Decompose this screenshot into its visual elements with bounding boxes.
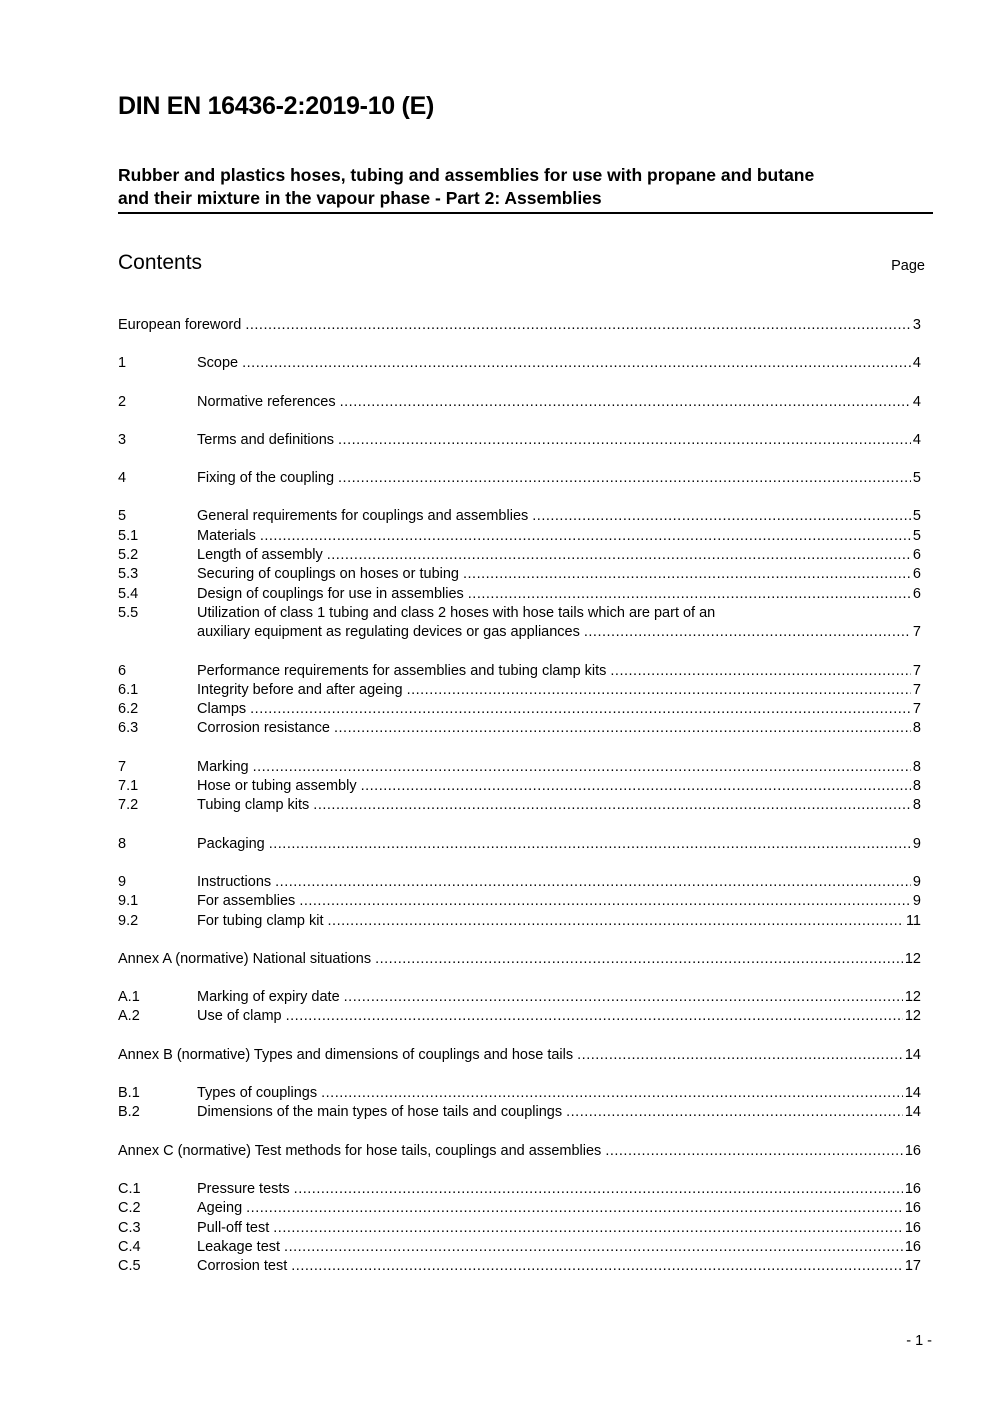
toc-entry-number: 9 (118, 873, 127, 890)
toc-entry-number: 5.2 (118, 547, 139, 564)
toc-entry-number: B.1 (118, 1085, 140, 1102)
toc-entry[interactable] (118, 585, 921, 604)
toc-entry-title: Dimensions of the main types of hose tails and couplings (197, 1104, 563, 1121)
toc-entry[interactable] (118, 988, 921, 1007)
toc-entry[interactable] (118, 796, 921, 815)
toc-entry[interactable] (118, 719, 921, 738)
toc-leader (273, 1219, 903, 1238)
toc-entry-title: Scope (197, 355, 239, 372)
toc-entry[interactable] (118, 1180, 921, 1199)
toc-leader (338, 469, 911, 488)
toc-entry-page: 4 (912, 355, 921, 372)
toc-entry-page: 16 (904, 1200, 921, 1217)
toc-entry-page: 7 (912, 681, 921, 698)
subtitle-line-1: Rubber and plastics hoses, tubing and assemblies for use with propane and butane (118, 165, 815, 185)
toc-entry-page: 3 (912, 317, 921, 333)
page-number: - 1 - (906, 1333, 932, 1349)
toc-entry-title: Design of couplings for use in assemblies (197, 585, 464, 602)
toc-entry-page: 16 (904, 1219, 921, 1236)
toc-entry-number: 9.1 (118, 893, 139, 910)
toc-entry-title: Tubing clamp kits (197, 797, 310, 814)
toc-entry-page: 6 (912, 566, 921, 583)
toc-entry[interactable] (118, 1199, 921, 1218)
toc-leader (275, 873, 911, 892)
toc-entry-title: Marking of expiry date (197, 989, 340, 1006)
toc-entry-number: 5 (118, 508, 127, 525)
toc-entry-title: Types of couplings (197, 1085, 318, 1102)
toc-entry-number: 5.3 (118, 566, 139, 583)
toc-leader (245, 316, 911, 335)
toc-entry-number: B.2 (118, 1104, 140, 1121)
toc-entry[interactable] (118, 1046, 921, 1065)
toc-leader (375, 950, 903, 969)
toc-entry-title: Length of assembly (197, 547, 323, 564)
toc-entry-page: 9 (912, 893, 921, 910)
toc-entry-title: Normative references (197, 393, 336, 410)
toc-entry[interactable] (118, 604, 921, 623)
toc-entry-number: C.3 (118, 1219, 141, 1236)
toc-leader (407, 681, 911, 700)
toc-entry[interactable] (118, 892, 921, 911)
toc-entry-page: 5 (912, 470, 921, 487)
toc-entry-title: Performance requirements for assemblies and tubing clamp kits (197, 662, 607, 679)
toc-leader (250, 700, 911, 719)
toc-leader (286, 1007, 903, 1026)
toc-entry[interactable] (118, 1142, 921, 1161)
toc-entry-page: 12 (904, 989, 921, 1006)
toc-entry-title: Clamps (197, 701, 247, 718)
toc-entry-number: 5.5 (118, 604, 139, 621)
toc-entry-number: 7.1 (118, 778, 139, 795)
toc-leader (532, 507, 911, 526)
toc-leader (340, 393, 911, 412)
toc-entry-title: Integrity before and after ageing (197, 681, 403, 698)
toc-entry-number: A.1 (118, 989, 140, 1006)
toc-leader (566, 1103, 903, 1122)
toc-entry[interactable] (118, 431, 921, 450)
toc-entry-number: 5.4 (118, 585, 139, 602)
toc-entry-number: 7.2 (118, 797, 139, 814)
toc-leader (294, 1180, 903, 1199)
toc-entry-page: 7 (912, 701, 921, 718)
toc-entry-page: 7 (912, 662, 921, 679)
toc-entry-number: 4 (118, 470, 127, 487)
toc-entry-number: C.1 (118, 1180, 141, 1197)
toc-entry-number: 3 (118, 431, 127, 448)
toc-leader (284, 1238, 903, 1257)
toc-leader (242, 354, 911, 373)
toc-entry-continuation[interactable] (118, 623, 921, 642)
toc-entry-page: 9 (912, 873, 921, 890)
toc-entry-page: 4 (912, 393, 921, 410)
toc-entry[interactable] (118, 662, 921, 681)
toc-leader (610, 662, 911, 681)
toc-entry-number: C.4 (118, 1238, 141, 1255)
toc-leader (260, 527, 911, 546)
table-of-contents (118, 316, 921, 1276)
document-subtitle (118, 164, 933, 214)
toc-entry-number: 1 (118, 355, 127, 372)
toc-entry-page: 16 (904, 1180, 921, 1197)
toc-entry-title: Securing of couplings on hoses or tubing (197, 566, 459, 583)
toc-entry[interactable] (118, 507, 921, 526)
toc-entry-page: 16 (904, 1142, 921, 1159)
toc-entry-page: 8 (912, 720, 921, 737)
toc-entry-number: 2 (118, 393, 127, 410)
toc-entry-title: Instructions (197, 873, 272, 890)
toc-entry-page: 8 (912, 797, 921, 814)
toc-leader (313, 796, 911, 815)
toc-entry[interactable] (118, 873, 921, 892)
toc-entry-title: Pressure tests (197, 1180, 290, 1197)
toc-entry-page: 16 (904, 1238, 921, 1255)
toc-entry[interactable] (118, 1257, 921, 1276)
toc-entry-title: For assemblies (197, 893, 296, 910)
toc-entry-title: Fixing of the coupling (197, 470, 335, 487)
toc-entry[interactable] (118, 912, 921, 931)
toc-entry-page: 17 (904, 1258, 921, 1275)
toc-entry[interactable] (118, 1103, 921, 1122)
toc-leader (246, 1199, 903, 1218)
toc-entry-number: 6.2 (118, 701, 139, 718)
toc-entry-title: Annex A (normative) National situations (118, 950, 372, 967)
toc-entry-page: 5 (912, 527, 921, 544)
toc-leader (344, 988, 903, 1007)
toc-leader (334, 719, 911, 738)
toc-entry-title: Packaging (197, 835, 265, 852)
toc-entry-title: Materials (197, 527, 256, 544)
toc-entry[interactable] (118, 950, 921, 969)
toc-entry[interactable] (118, 354, 921, 373)
toc-entry-number: 6.3 (118, 720, 139, 737)
toc-entry-page: 6 (912, 585, 921, 602)
toc-entry-page: 8 (912, 778, 921, 795)
toc-entry-title: Annex B (normative) Types and dimensions of couplings and hose tails (118, 1046, 574, 1063)
toc-entry[interactable] (118, 681, 921, 700)
toc-entry-title: Leakage test (197, 1238, 281, 1255)
toc-entry-number: 5.1 (118, 527, 139, 544)
toc-leader (338, 431, 911, 450)
toc-leader (468, 585, 911, 604)
toc-entry-title-continued: auxiliary equipment as regulating devices or gas appliances (197, 624, 580, 641)
toc-entry-page: 12 (904, 950, 921, 967)
toc-leader (327, 546, 911, 565)
toc-entry-number: 7 (118, 758, 127, 775)
toc-entry-number: 6 (118, 662, 127, 679)
subtitle-line-2: and their mixture in the vapour phase - Part 2: Assemblies (118, 188, 602, 208)
toc-entry-title: Ageing (197, 1200, 243, 1217)
toc-leader (463, 565, 911, 584)
toc-entry-title: For tubing clamp kit (197, 912, 324, 929)
toc-entry-number: C.5 (118, 1258, 141, 1275)
toc-entry-page: 6 (912, 547, 921, 564)
toc-entry-page: 14 (904, 1104, 921, 1121)
toc-entry-page: 4 (912, 431, 921, 448)
toc-entry-title: Utilization of class 1 tubing and class 2 hoses with hose tails which are part of an (197, 604, 716, 621)
toc-leader (361, 777, 911, 796)
toc-entry-title: Annex C (normative) Test methods for hose tails, couplings and assemblies (118, 1142, 602, 1159)
toc-entry-page: 11 (905, 912, 921, 929)
toc-entry-page: 8 (912, 758, 921, 775)
toc-entry[interactable] (118, 1084, 921, 1103)
toc-entry[interactable] (118, 546, 921, 565)
toc-entry-number: 9.2 (118, 912, 139, 929)
contents-heading: Contents (118, 251, 203, 274)
toc-entry-page: 14 (904, 1085, 921, 1102)
toc-entry[interactable] (118, 316, 921, 335)
toc-leader (328, 912, 904, 931)
toc-leader (577, 1046, 903, 1065)
toc-entry[interactable] (118, 835, 921, 854)
toc-entry-title: Marking (197, 758, 249, 775)
toc-entry[interactable] (118, 565, 921, 584)
toc-entry-title: Terms and definitions (197, 431, 335, 448)
toc-entry-number: 6.1 (118, 681, 139, 698)
toc-entry-page: 7 (912, 624, 921, 641)
toc-entry-title: General requirements for couplings and assemblies (197, 508, 529, 525)
toc-entry-page: 12 (904, 1008, 921, 1025)
toc-entry-number: C.2 (118, 1200, 141, 1217)
toc-entry[interactable] (118, 700, 921, 719)
page-column-heading: Page (891, 258, 925, 274)
toc-leader (291, 1257, 903, 1276)
toc-leader (321, 1084, 903, 1103)
toc-entry-title: Pull-off test (197, 1219, 270, 1236)
toc-entry[interactable] (118, 1007, 921, 1026)
toc-leader (299, 892, 911, 911)
toc-entry-title: Use of clamp (197, 1008, 282, 1025)
toc-leader (269, 835, 911, 854)
toc-leader (253, 758, 911, 777)
toc-entry[interactable] (118, 469, 921, 488)
toc-entry-page: 5 (912, 508, 921, 525)
document-title: DIN EN 16436-2:2019-10 (E) (118, 92, 434, 120)
toc-entry-title: Hose or tubing assembly (197, 778, 357, 795)
toc-entry-page: 14 (904, 1046, 921, 1063)
toc-entry[interactable] (118, 393, 921, 412)
toc-entry[interactable] (118, 1219, 921, 1238)
toc-entry-title: Corrosion test (197, 1258, 288, 1275)
toc-leader (584, 623, 911, 642)
toc-entry-number: 8 (118, 835, 127, 852)
toc-entry-title: Corrosion resistance (197, 720, 330, 737)
toc-entry-page: 9 (912, 835, 921, 852)
toc-entry[interactable] (118, 777, 921, 796)
toc-leader (605, 1142, 903, 1161)
toc-entry[interactable] (118, 758, 921, 777)
toc-entry[interactable] (118, 527, 921, 546)
toc-entry-number: A.2 (118, 1008, 140, 1025)
toc-entry-title: European foreword (118, 317, 242, 333)
toc-entry[interactable] (118, 1238, 921, 1257)
